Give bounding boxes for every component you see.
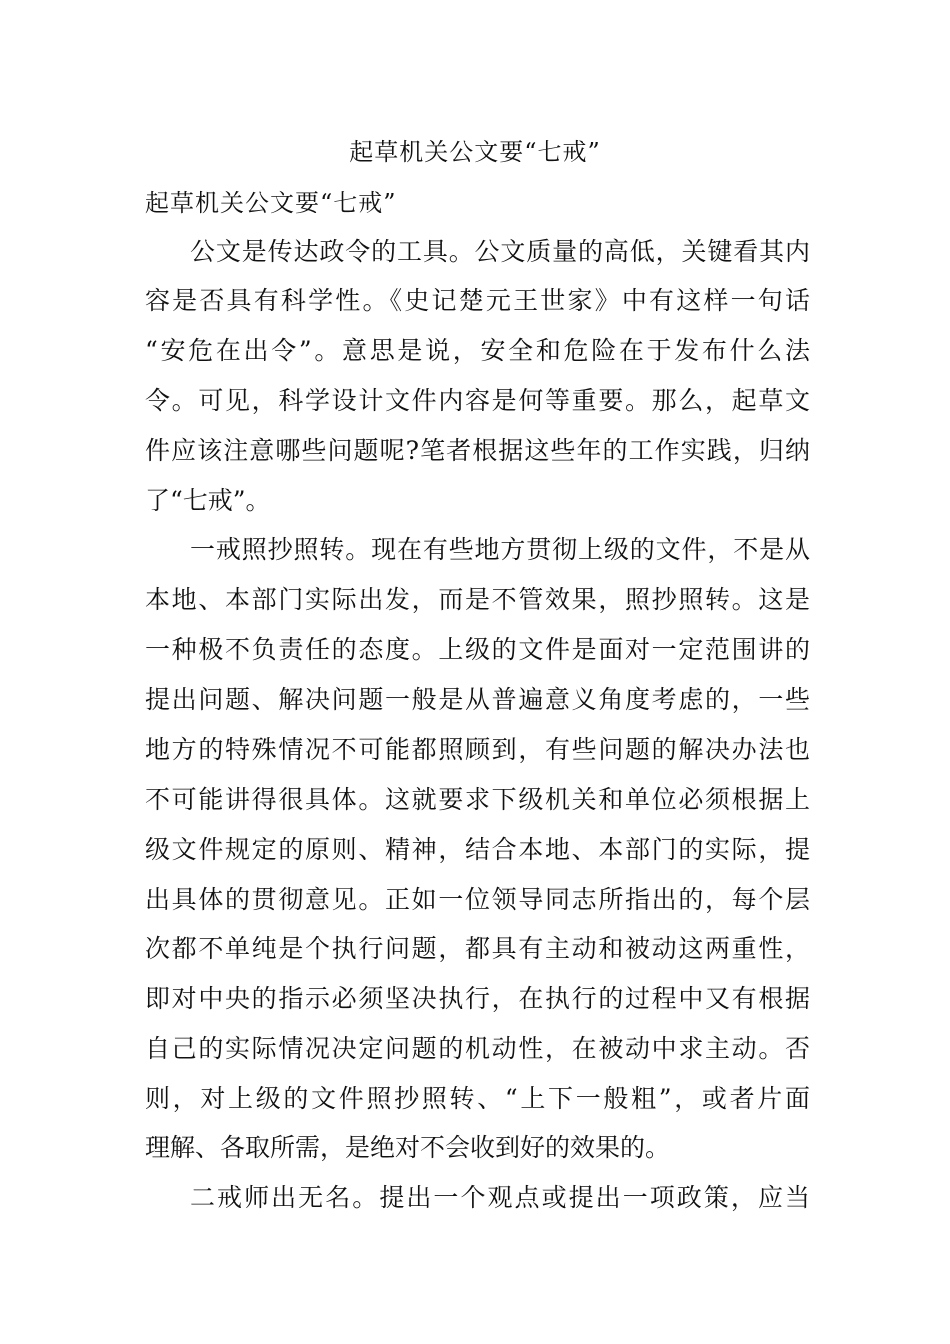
paragraph-2-line-4: 提出问题、解决问题一般是从普遍意义角度考虑的，一些 [145,685,810,714]
paragraph-1-line-3: “安危在出令”。意思是说，安全和危险在于发布什么法 [145,336,810,365]
paragraph-2-line-10: 即对中央的指示必须坚决执行，在执行的过程中又有根据 [145,984,810,1013]
paragraph-2-line-11: 自己的实际情况决定问题的机动性，在被动中求主动。否 [145,1034,810,1063]
document-title: 起草机关公文要“七戒” [349,138,601,166]
paragraph-2-line-12: 则，对上级的文件照抄照转、“上下一般粗”，或者片面 [145,1084,810,1113]
paragraph-2-line-1: 一戒照抄照转。现在有些地方贯彻上级的文件，不是从 [190,535,810,564]
paragraph-2-line-13: 理解、各取所需，是绝对不会收到好的效果的。 [145,1133,671,1162]
document-subtitle: 起草机关公文要“七戒” [145,189,397,217]
paragraph-3-line-1: 二戒师出无名。提出一个观点或提出一项政策，应当 [190,1183,810,1212]
paragraph-2-line-8: 出具体的贯彻意见。正如一位领导同志所指出的，每个层 [145,885,810,914]
paragraph-2-line-6: 不可能讲得很具体。这就要求下级机关和单位必须根据上 [145,785,810,814]
paragraph-1-line-4: 令。可见，科学设计文件内容是何等重要。那么，起草文 [145,386,810,415]
paragraph-1-line-5: 件应该注意哪些问题呢?笔者根据这些年的工作实践，归纳 [145,436,810,465]
paragraph-1-line-2: 容是否具有科学性。《史记楚元王世家》中有这样一句话 [145,286,810,315]
paragraph-1-line-1: 公文是传达政令的工具。公文质量的高低，关键看其内 [190,237,810,266]
paragraph-2-line-9: 次都不单纯是个执行问题，都具有主动和被动这两重性， [145,934,810,963]
paragraph-2-line-3: 一种极不负责任的态度。上级的文件是面对一定范围讲的 [145,635,810,664]
paragraph-2-line-5: 地方的特殊情况不可能都照顾到，有些问题的解决办法也 [145,735,810,764]
paragraph-2-line-7: 级文件规定的原则、精神，结合本地、本部门的实际，提 [145,835,810,864]
paragraph-2-line-2: 本地、本部门实际出发，而是不管效果，照抄照转。这是 [145,585,810,614]
paragraph-1-line-6: 了“七戒”。 [145,486,271,515]
